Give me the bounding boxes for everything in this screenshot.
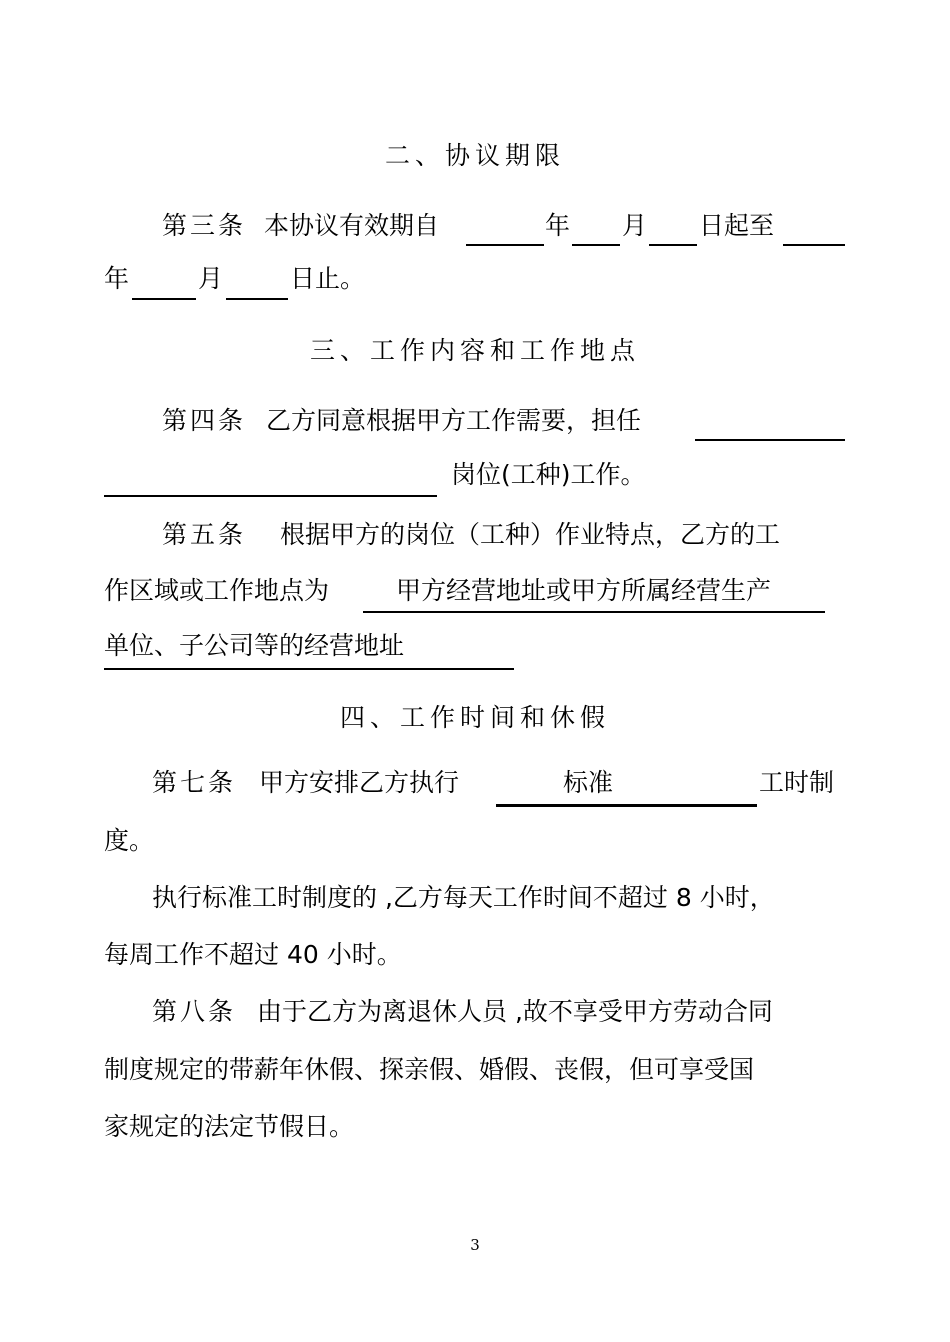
end-year-blank <box>783 244 845 246</box>
month-label: 月 <box>622 211 648 240</box>
article7-text: 甲方安排乙方执行 <box>259 768 460 797</box>
position-blank-1 <box>695 439 845 441</box>
article8-line2: 制度规定的带薪年休假、探亲假、婚假、丧假，但可享受国 <box>104 1055 755 1084</box>
end-month-blank <box>132 298 196 300</box>
article8-line3: 家规定的法定节假日。 <box>104 1112 355 1141</box>
article7-line2: 度。 <box>104 826 155 855</box>
work-hours-type-fill: 标准 <box>563 768 614 797</box>
start-year-blank <box>466 244 544 246</box>
article7-label: 第七条 <box>152 768 237 797</box>
section-heading-term: 二、协议期限 <box>384 141 565 170</box>
article3-label: 第三条 <box>162 211 247 240</box>
article5-label: 第五条 <box>162 520 247 549</box>
section-heading-work-content: 三、工作内容和工作地点 <box>309 336 640 365</box>
work-location-fill-2: 单位、子公司等的经营地址 <box>104 631 405 660</box>
day-to-label: 日止。 <box>290 264 366 293</box>
year-label: 年 <box>545 211 571 240</box>
end-month-label: 月 <box>198 264 224 293</box>
article4-tail: 岗位(工种)工作。 <box>451 460 646 489</box>
day-from-label: 日起至 <box>699 211 775 240</box>
position-blank-2 <box>104 495 437 497</box>
article4-label: 第四条 <box>162 406 247 435</box>
start-day-blank <box>649 244 697 246</box>
article4-text: 乙方同意根据甲方工作需要，担任 <box>266 406 642 435</box>
work-location-underline-1 <box>363 611 825 613</box>
start-month-blank <box>572 244 620 246</box>
section-heading-work-time: 四、工作时间和休假 <box>339 703 610 732</box>
page-number: 3 <box>470 1236 480 1254</box>
article8-line1: 由于乙方为离退休人员 ,故不享受甲方劳动合同 <box>257 997 773 1026</box>
article8-label: 第八条 <box>152 997 237 1026</box>
article3-text: 本协议有效期自 <box>264 211 440 240</box>
end-day-blank <box>226 298 288 300</box>
work-location-fill-1: 甲方经营地址或甲方所属经营生产 <box>396 576 772 605</box>
work-location-underline-2 <box>104 668 514 670</box>
end-year-label: 年 <box>104 264 130 293</box>
article5-line1: 根据甲方的岗位（工种）作业特点，乙方的工 <box>280 520 781 549</box>
standard-hours-line2: 每周工作不超过 40 小时。 <box>104 940 402 969</box>
work-hours-type-underline <box>496 804 757 807</box>
article7-tail: 工时制 <box>759 768 835 797</box>
standard-hours-line1: 执行标准工时制度的 ,乙方每天工作时间不超过 8 小时， <box>152 883 775 912</box>
article5-line2: 作区域或工作地点为 <box>104 576 330 605</box>
